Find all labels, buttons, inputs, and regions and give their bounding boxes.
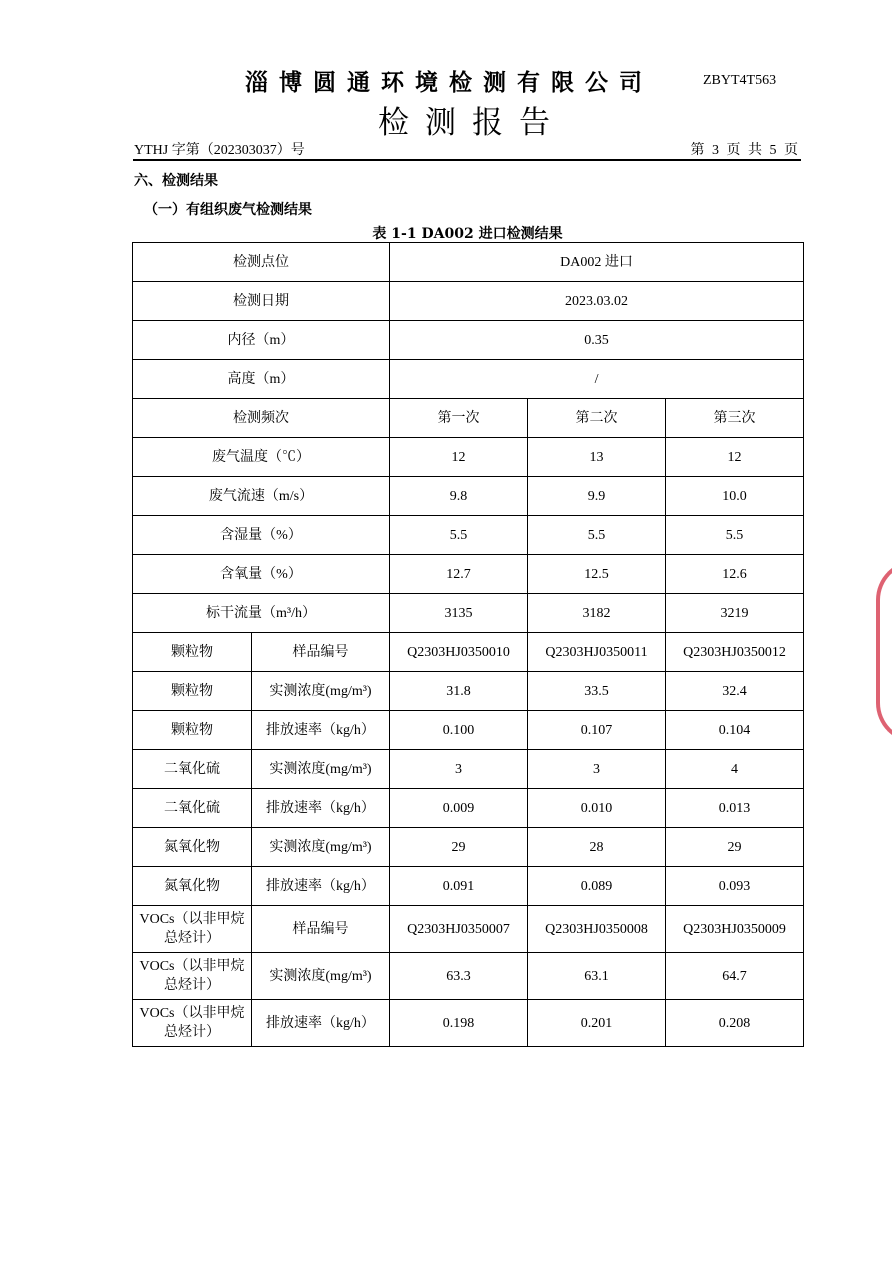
table-row [133,867,804,906]
value-cell: 10.0 [666,477,804,516]
item-cell: 样品编号 [252,906,390,953]
value-cell: 0.089 [528,867,666,906]
value-cell: 63.1 [528,953,666,1000]
param-label: 标干流量（m³/h） [133,594,390,633]
value-cell: 0.100 [390,711,528,750]
value-cell: 64.7 [666,953,804,1000]
pollutant-cell: VOCs（以非甲烷总烃计） [133,1000,252,1047]
value-cell: 29 [390,828,528,867]
param-label: 含氧量（%） [133,555,390,594]
value-cell: 3 [390,750,528,789]
table-row [133,438,804,477]
param-label: 含湿量（%） [133,516,390,555]
table-row [133,360,804,399]
value-cell: 0.208 [666,1000,804,1047]
item-cell: 排放速率（kg/h） [252,711,390,750]
value-cell: 12 [390,438,528,477]
table-row [133,1000,804,1047]
param-label: 废气温度（℃） [133,438,390,477]
page-info: 第 3 页 共 5 页 [690,143,800,158]
results-table [132,242,804,1047]
value-cell: Q2303HJ0350010 [390,633,528,672]
table-row [133,672,804,711]
info-label: 高度（m） [133,360,390,399]
value-cell: 0.104 [666,711,804,750]
item-cell: 实测浓度(mg/m³) [252,953,390,1000]
pollutant-cell: 颗粒物 [133,672,252,711]
frequency-cell: 第一次 [390,399,528,438]
section-title: 六、检测结果 [134,173,218,189]
table-row [133,906,804,953]
param-label: 废气流速（m/s） [133,477,390,516]
info-label: 检测点位 [133,243,390,282]
table-row [133,477,804,516]
header-rule [133,159,801,161]
value-cell: 12.7 [390,555,528,594]
value-cell: 3219 [666,594,804,633]
pollutant-cell: VOCs（以非甲烷总烃计） [133,906,252,953]
value-cell: 0.009 [390,789,528,828]
value-cell: 0.107 [528,711,666,750]
value-cell: 0.093 [666,867,804,906]
value-cell: 3 [528,750,666,789]
pollutant-cell: 氮氧化物 [133,828,252,867]
info-value: / [390,360,804,399]
info-label: 内径（m） [133,321,390,360]
info-value: 0.35 [390,321,804,360]
table-row [133,282,804,321]
table-row [133,711,804,750]
value-cell: 0.201 [528,1000,666,1047]
info-label: 检测日期 [133,282,390,321]
value-cell: Q2303HJ0350011 [528,633,666,672]
info-value: 2023.03.02 [390,282,804,321]
value-cell: 0.010 [528,789,666,828]
table-row [133,321,804,360]
pollutant-cell: 氮氧化物 [133,867,252,906]
value-cell: 28 [528,828,666,867]
value-cell: 3182 [528,594,666,633]
pollutant-cell: 颗粒物 [133,711,252,750]
table-row [133,516,804,555]
item-cell: 实测浓度(mg/m³) [252,672,390,711]
item-cell: 实测浓度(mg/m³) [252,828,390,867]
value-cell: 13 [528,438,666,477]
table-row [133,828,804,867]
table-row [133,953,804,1000]
pollutant-cell: 二氧化硫 [133,789,252,828]
value-cell: Q2303HJ0350008 [528,906,666,953]
value-cell: 5.5 [528,516,666,555]
item-cell: 排放速率（kg/h） [252,789,390,828]
value-cell: 12.6 [666,555,804,594]
table-row [133,633,804,672]
table-row [133,399,804,438]
seal-stamp [876,560,892,743]
value-cell: 31.8 [390,672,528,711]
value-cell: 9.9 [528,477,666,516]
value-cell: 0.198 [390,1000,528,1047]
company-name: 淄博圆通环境检测有限公司 [245,69,653,96]
value-cell: 12.5 [528,555,666,594]
value-cell: 29 [666,828,804,867]
value-cell: 9.8 [390,477,528,516]
table-row [133,750,804,789]
table-row [133,243,804,282]
pollutant-cell: 二氧化硫 [133,750,252,789]
report-number: YTHJ 字第（202303037）号 [134,143,305,158]
value-cell: 32.4 [666,672,804,711]
frequency-cell: 第二次 [528,399,666,438]
frequency-label: 检测频次 [133,399,390,438]
value-cell: 33.5 [528,672,666,711]
item-cell: 排放速率（kg/h） [252,1000,390,1047]
report-code: ZBYT4T563 [703,73,777,88]
table-row [133,555,804,594]
value-cell: 0.013 [666,789,804,828]
value-cell: 0.091 [390,867,528,906]
pollutant-cell: VOCs（以非甲烷总烃计） [133,953,252,1000]
report-title: 检测报告 [378,105,566,141]
table-row [133,594,804,633]
info-value: DA002 进口 [390,243,804,282]
value-cell: 5.5 [390,516,528,555]
frequency-cell: 第三次 [666,399,804,438]
value-cell: Q2303HJ0350007 [390,906,528,953]
value-cell: Q2303HJ0350012 [666,633,804,672]
pollutant-cell: 颗粒物 [133,633,252,672]
table-row [133,789,804,828]
value-cell: 5.5 [666,516,804,555]
value-cell: Q2303HJ0350009 [666,906,804,953]
item-cell: 实测浓度(mg/m³) [252,750,390,789]
value-cell: 12 [666,438,804,477]
table-caption: 表 1-1 DA002 进口检测结果 [372,226,563,242]
subsection-title: （一）有组织废气检测结果 [144,202,312,218]
value-cell: 4 [666,750,804,789]
value-cell: 63.3 [390,953,528,1000]
item-cell: 样品编号 [252,633,390,672]
value-cell: 3135 [390,594,528,633]
item-cell: 排放速率（kg/h） [252,867,390,906]
